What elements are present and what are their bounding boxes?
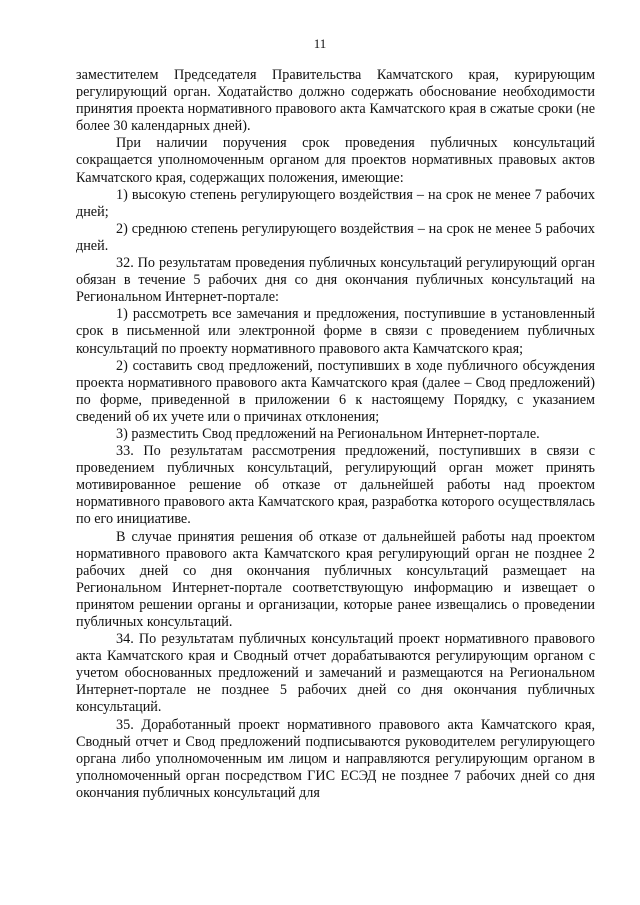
paragraph-refusal-case: В случае принятия решения об отказе от дальнейшей работы над проектом нормативного правового акта Камчатского края регулирующий орган не позднее 2 рабочих дней со дня окончания публичных консультаций размещает на Региональном Интернет-портале соответствующую информацию и извещает о принятом решении органы и организации, которые ранее извещались о проведении публичных консультаций.: [76, 528, 595, 630]
document-body: [76, 67, 595, 802]
paragraph-continuation: заместителем Председателя Правительства Камчатского края, курирующим регулирующий орган. Ходатайство должно содержать обоснование необходимости принятия проекта нормативного правового акта Камчатского края в сжатые сроки (не более 30 календарных дней).: [76, 67, 595, 135]
paragraph-item-32-2: 2) составить свод предложений, поступивших в ходе публичного обсуждения проекта нормативного правового акта Камчатского края (далее – Свод предложений) по форме, приведенной в приложении 6 к настоящему Порядку, с указанием сведений об их учете или о причинах отклонения;: [76, 357, 595, 425]
paragraph-item-33: 33. По результатам рассмотрения предложений, поступивших в связи с проведением публичных консультаций, регулирующий орган может принять мотивированное решение об отказе от дальнейшей работы над проектом нормативного правового акта Камчатского края, разработка которого осуществлялась по его инициативе.: [76, 443, 595, 528]
paragraph-medium-impact-term: 2) среднюю степень регулирующего воздействия – на срок не менее 5 рабочих дней.: [76, 220, 595, 254]
paragraph-item-32-1: 1) рассмотреть все замечания и предложения, поступившие в установленный срок в письменной или электронной форме в связи с проведением публичных консультаций по проекту нормативного правового акта Камчатского края;: [76, 306, 595, 357]
paragraph-item-35: 35. Доработанный проект нормативного правового акта Камчатского края, Сводный отчет и Свод предложений подписываются руководителем регулирующего органа либо уполномоченным им лицом и направляются регулирующим органом в уполномоченный орган посредством ГИС ЕСЭД не позднее 7 рабочих дней со дня окончания публичных консультаций для: [76, 716, 595, 801]
paragraph-item-32-3: 3) разместить Свод предложений на Региональном Интернет-портале.: [116, 425, 540, 442]
paragraph-item-32: 32. По результатам проведения публичных консультаций регулирующий орган обязан в течение 5 рабочих дня со дня окончания публичных консультаций на Региональном Интернет-портале:: [76, 255, 595, 306]
page-number: 11: [313, 36, 327, 51]
paragraph-instruction-term: При наличии поручения срок проведения публичных консультаций сокращается уполномоченным органом для проектов нормативных правовых актов Камчатского края, содержащих положения, имеющие:: [76, 135, 595, 186]
paragraph-high-impact-term: 1) высокую степень регулирующего воздействия – на срок не менее 7 рабочих дней;: [76, 186, 595, 220]
paragraph-item-34: 34. По результатам публичных консультаций проект нормативного правового акта Камчатского края и Сводный отчет дорабатываются регулирующим органом с учетом обоснованных предложений и замечаний и размещаются на Региональном Интернет-портале не позднее 5 рабочих дней со дня окончания публичных консультаций.: [76, 631, 595, 716]
